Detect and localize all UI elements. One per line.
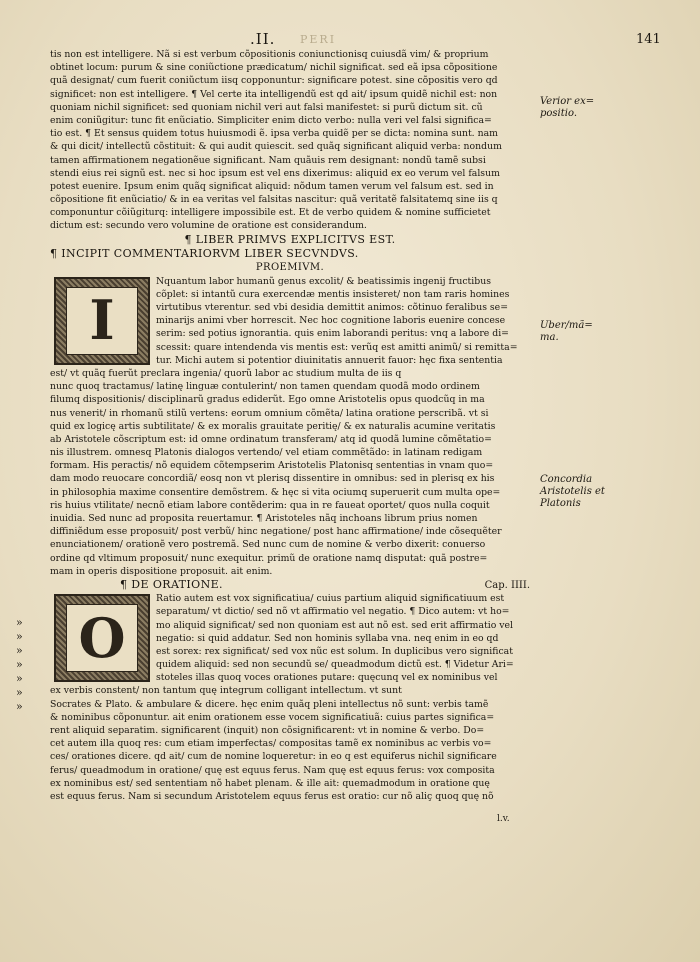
signature-mark: l.v. [497, 814, 510, 824]
text-line: ris huius vtilitate/ necnõ etiam labore contẽderim: qua in re faueat oportet/ quos nulla coquit [50, 499, 490, 511]
text-line: enunciationem/ orationẽ vero postremã. Sed nunc cum de nomine & verbo dixerit: conuerso [50, 539, 486, 551]
text-line: enim coniũgitur: tunc fit enũciatio. Simpliciter enim dicto verbo: nulla veri vel falsi significa= [50, 114, 492, 126]
text-line: ces/ orationes dicere. qd ait/ cum de nomine loqueretur: in eo q est equiferus nichil significare [50, 751, 497, 763]
decorated-initial-i: I [54, 277, 150, 365]
oratio-opening [50, 592, 530, 684]
text-line: quoniam nichil significet: sed quoniam nichil veri aut falsi manifestet: si purũ dictum sit. cũ [50, 101, 483, 113]
text-line: inuidia. Sed nunc ad proposita reuertamur. ¶ Aristoteles nãq inchoans librum prius nomen [50, 513, 478, 524]
pointer-mark: » [16, 630, 23, 643]
text-line: minarijs animi vber horrescit. Nec hoc cognitione laboris euenire concese [156, 315, 506, 327]
show-through-text: PERI [300, 33, 337, 46]
pointer-mark: » [16, 686, 23, 699]
proemium-opening [50, 275, 530, 367]
text-line: in philosophia maxime consentire demõstrem. & hęc si vita ociumq superuerit cum multa ope= [50, 486, 501, 498]
heading-proemium: PROEMIVM. [255, 261, 325, 273]
text-line: stendi eius rei signũ est. nec si hoc ipsum est vel ens dixerimus: aliquid ex eo verum vel falsum [50, 167, 500, 179]
proemium-body [50, 367, 530, 578]
text-line: & qui dicit/ intellectũ cõstituit: & qui audit quiescit. sed quãq significant aliquid verba: nondum [50, 141, 502, 153]
main-text-block [50, 48, 530, 803]
text-line: ex nominibus est/ sed sententiam nõ habet plenam. & ille ait: quemadmodum in oratione quę [50, 777, 490, 789]
text-line: negatio: si quid addatur. Sed non hominis syllaba vna. neq enim in eo qd [156, 632, 499, 644]
text-line: ordine qd vltimum proposuit/ nunc exequitur. primũ de oratione namq disputat: quã postre= [50, 552, 488, 564]
text-line: est equus ferus. Nam si secundum Aristotelem equus ferus est oratio: cur nõ aliç quoq quę nõ [50, 790, 494, 802]
text-line: & nominibus cõponuntur. ait enim orationem esse vocem significatiuã: cuius partes significa= [50, 711, 495, 723]
text-line: stoteles illas quoq voces orationes putare: quęcunq vel ex nominibus vel [156, 672, 498, 684]
pointer-mark: » [16, 644, 23, 657]
section-commentary-end [50, 48, 530, 233]
text-line: formam. His peractis/ nõ equidem cõtempserim Aristotelis Platonisq sententias in vnam quo= [50, 460, 494, 472]
text-line: mam in operis dispositione proposuit. ait enim. [50, 565, 273, 577]
text-line: cõpositione fit enũciatio/ & in ea veritas vel falsitas nascitur: quã veritatẽ falsitatemq sine iis q [50, 194, 498, 206]
text-line: Nquantum labor humanũ genus excolit/ & beatissimis ingenij fructibus [156, 275, 491, 287]
text-line: tur. Michi autem si potentior diuinitatis annuerit fauor: hęc fixa sententia [156, 354, 503, 366]
pointer-mark: » [16, 658, 23, 671]
text-line: nis illustrem. omnesq Platonis dialogos vertendo/ vel etiam commẽtãdo: in latinam redigam [50, 447, 483, 459]
text-line: significet: non est intelligere. ¶ Vel certe ita intelligendũ est qd ait/ ipsum quidẽ nichil est: non [50, 88, 498, 100]
text-line: est sorex: rex significat/ sed vox nũc est solum. In duplicibus vero significat [156, 645, 513, 657]
text-line: quid ex logicę artis subtilitate/ & ex moralis grauitate peritię/ & ex naturalis acumine veritatis [50, 420, 496, 432]
heading-liber-primus: ¶ LIBER PRIMVS EXPLICITVS EST. [184, 232, 396, 246]
text-line: nunc quoq tractamus/ latinę linguæ contulerint/ non tamen quendam quodã modo ordinem [50, 381, 480, 393]
text-line: separatum/ vt dictio/ sed nõ vt affirmatio vel negatio. ¶ Dico autem: vt ho= [156, 606, 510, 618]
margin-note-uber: Uber/mã= ma. [540, 320, 593, 343]
text-line: dictum est: secundo vero volumine de oratione est considerandum. [50, 220, 367, 232]
heading-de-oratione: ¶ DE ORATIONE. [120, 577, 223, 591]
text-line: nus venerit/ in rhomanũ stilũ vertens: eorum omnium cõmẽta/ latina oratione perscribã. vt si [50, 407, 489, 419]
running-head: .II. [250, 30, 276, 48]
text-line: est/ vt quãq fuerũt preclara ingenia/ quorũ labor ac studium multa de iis q [50, 367, 402, 379]
text-line: tis non est intelligere. Nã si est verbum cõpositionis coniunctionisq cuiusdã vim/ & proprium [50, 49, 489, 60]
oratio-body [50, 684, 530, 803]
text-line: ferus/ queadmodum in oratione/ quę est equus ferus. Nam quę est equus ferus: vox composita [50, 764, 495, 776]
text-line: filumq dispositionis/ disciplinarũ gradus ediderũt. Ego omne Aristotelis opus quodcũq in ma [50, 394, 485, 406]
text-line: ab Aristotele cõscriptum est: id omne ordinatum transferam/ atq id quodã lumine cõmẽtatio= [50, 433, 492, 445]
pointer-mark: » [16, 672, 23, 685]
chapter-number: Cap. IIII. [484, 579, 530, 591]
folio-number: 141 [636, 32, 661, 47]
text-line: Socrates & Plato. & ambulare & dicere. hęc enim quãq pleni intellectus nõ sunt: verbis tamẽ [50, 698, 489, 710]
text-line: Ratio autem est vox significatiua/ cuius partium aliquid significatiuum est [156, 593, 505, 605]
margin-note-concordia: Concordia Aristotelis et Platonis [540, 474, 605, 509]
text-line: cõplet: si intantũ cura exercendæ mentis insisteret/ non tam raris homines [156, 288, 510, 300]
text-line: rent aliquid separatim. significarent (inquit) non cõsignificarent: vt in nomine & verbo. Do= [50, 725, 485, 737]
text-line: componuntur cõiũgiturq: intelligere impossibile est. Et de verbo quidem & nomine sufficietet [50, 207, 491, 219]
text-line: dam modo reuocare concordiã/ eosq non vt plerisq dissentire in omnibus: sed in plerisq ex his [50, 473, 495, 485]
text-line: obtinet locum: purum & sine coniũctione prædicatum/ nichil significat. sed eã ipsa cõpositione [50, 62, 498, 74]
heading-incipit: ¶ INCIPIT COMMENTARIORVM LIBER SECVNDVS. [50, 246, 359, 260]
text-line: diffiniẽdum esse proposuit/ post verbũ/ hinc negatione/ post hanc affirmatione/ inde cõsequẽter [50, 526, 502, 538]
oratione-heading-row [50, 578, 530, 592]
text-line: virtutibus vterentur. sed vbi desidia demittit animos: cõtinuo feralibus se= [156, 302, 508, 313]
text-line: quã designat/ cum fuerit coniũctum iisq copponuntur: significare potest. sine cõpositis vero qd [50, 75, 498, 87]
text-line: scessit: quare intendenda vis mentis est: verũq est amitti animũ/ si remitta= [156, 341, 518, 353]
pointer-mark: » [16, 700, 23, 713]
decorated-initial-o: O [54, 594, 150, 682]
text-line: quidem aliquid: sed non secundũ se/ queadmodum dictũ est. ¶ Videtur Ari= [156, 659, 514, 671]
marginal-pointers [16, 616, 23, 714]
text-line: mo aliquid significat/ sed non quoniam est aut nõ est. sed erit affirmatio vel [156, 619, 513, 631]
text-line: tio est. ¶ Et sensus quidem totus huiusmodi ẽ. ipsa verba quidẽ per se dicta: nomina sunt. nam [50, 128, 498, 140]
text-line: serim: sed potius ignorantia. quis enim laborandi peritus: vnq a labore di= [156, 328, 509, 340]
text-line: tamen affirmationem negationẽue significant. Nam quãuis rem designant: nondũ tamẽ subsi [50, 154, 486, 166]
text-line: cet autem illa quoq res: cum etiam imperfectas/ compositas tamẽ ex nominibus ac verbis vo= [50, 738, 492, 750]
text-line: potest euenire. Ipsum enim quãq significat aliquid: nõdum tamen verum vel falsum est. sed in [50, 180, 494, 192]
pointer-mark: » [16, 616, 23, 629]
text-line: ex verbis constent/ non tantum quę integrum colligant intellectum. vt sunt [50, 685, 402, 697]
margin-note-verior: Verior ex= positio. [540, 96, 595, 119]
